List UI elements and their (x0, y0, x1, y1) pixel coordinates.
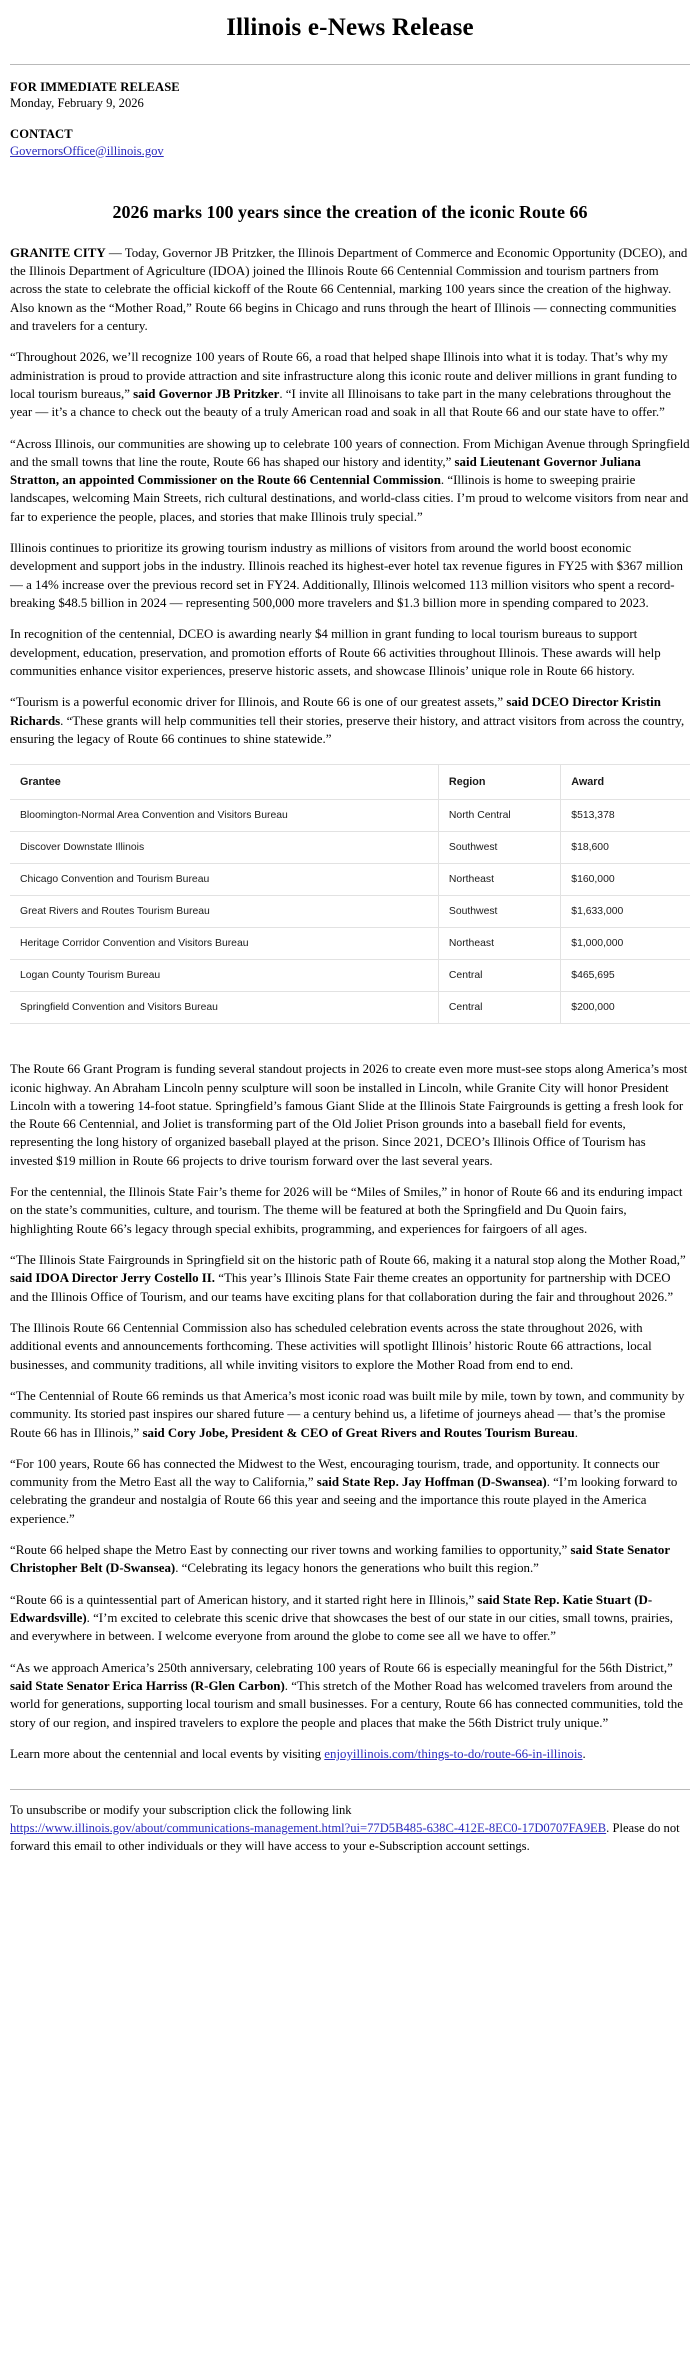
cell-award: $465,695 (561, 960, 690, 992)
immediate-release-label: FOR IMMEDIATE RELEASE (10, 79, 180, 94)
attribution-richards: said DCEO Director Kristin Richards (10, 695, 661, 728)
paragraph-learn-more (10, 1745, 690, 1763)
release-info-block (10, 79, 690, 112)
quote-text-part: . “I invite all Illinoisans to take part in the many celebrations throughout the year — it’s a chance to check out the beauty of a truly American road and soak in all that Route 66 and our state have to offer.” (10, 386, 671, 420)
unsubscribe-link[interactable]: https://www.illinois.gov/about/communications-management.html?ui=77D5B485-638C-412E-8EC0-17D0707FA9EB (10, 1821, 607, 1836)
unsubscribe-note: . Please do not forward this email to other individuals or they will have access to your e-Subscription account settings. (10, 1821, 680, 1853)
table-row (10, 992, 690, 1024)
quote-text-part: . “These grants will help communities tell their stories, preserve their history, and attract visitors from across the country, ensuring the legacy of Route 66 continues to shine statewide.” (10, 713, 685, 746)
attribution-pritzker: said Governor JB Pritzker (133, 386, 280, 401)
attribution-belt: said State Senator Christopher Belt (D-Swansea) (10, 1543, 670, 1576)
table-row (10, 896, 690, 928)
paragraph-tourism-stats: Illinois continues to prioritize its growing tourism industry as millions of visitors from around the world boost economic development and support jobs in the industry. Illinois reached its highest-ever hotel tax revenue figures in FY25 with $367 million — a 14% increase over the previous record set in FY24. Additionally, Illinois welcomed 113 million visitors who spent a record-breaking $48.5 billion in 2024 — representing 500,000 more travelers and $1.3 billion more in spending compared to 2023. (10, 541, 683, 610)
paragraph-harriss-quote (10, 1659, 690, 1732)
paragraph-belt-quote (10, 1541, 690, 1578)
paragraph-state-fair-theme: For the centennial, the Illinois State Fair’s theme for 2026 will be “Miles of Smiles,” in honor of Route 66 and its enduring impact on the state’s communities, culture, and tourism. The theme will be featured at both the Springfield and Du Quoin fairs, highlighting Route 66’s legacy through special exhibits, programming, and experiences for fairgoers of all ages. (10, 1185, 683, 1236)
enjoy-illinois-link[interactable]: enjoyillinois.com/things-to-do/route-66-in-illinois (324, 1746, 583, 1761)
cell-region: Central (438, 960, 560, 992)
quote-text-part: “The Centennial of Route 66 reminds us that America’s most iconic road was built mile by mile, town by town, and community by community. Its storied past inspires our shared future — a century behind us, a lifetime of journeys ahead — that’s the promise Route 66 has in Illinois,” (10, 1388, 685, 1440)
table-row (10, 800, 690, 832)
cell-grantee: Bloomington-Normal Area Convention and Visitors Bureau (10, 800, 438, 832)
quote-text-part: . “Celebrating its legacy honors the generations who built this region.” (175, 1561, 539, 1576)
cell-region: Southwest (438, 896, 560, 928)
page-title: Illinois e-News Release (226, 14, 474, 41)
cell-region: Central (438, 992, 560, 1024)
attribution-jobe: said Cory Jobe, President & CEO of Great Rivers and Routes Tourism Bureau (142, 1425, 575, 1440)
quote-text-part: . (574, 1425, 578, 1440)
quote-text-part: . “Illinois is home to sweeping prairie landscapes, welcoming Main Streets, rich cultural destinations, and world-class cities. I’m proud to welcome visitors from near and far to experience the people, places, and stories that make Illinois truly special.” (10, 473, 689, 524)
attribution-hoffman: said State Rep. Jay Hoffman (D-Swansea) (316, 1475, 547, 1490)
quote-text-part: “This year’s Illinois State Fair theme creates an opportunity for partnership with DCEO and the Illinois Office of Tourism, and our teams have exciting plans for that collaboration during the fair and throughout 2026.” (10, 1271, 674, 1304)
unsubscribe-intro: To unsubscribe or modify your subscription click the following link (10, 1803, 352, 1818)
quote-text-part: “Across Illinois, our communities are showing up to celebrate 100 years of connection. From Michigan Avenue through Springfield and the small towns that line the route, Route 66 has shaped our history and identity,” (10, 436, 690, 469)
table-row (10, 832, 690, 864)
attribution-costello: said IDOA Director Jerry Costello II. (10, 1271, 216, 1286)
header-divider (10, 64, 690, 65)
cell-region: Northeast (438, 864, 560, 896)
cell-grantee: Logan County Tourism Bureau (10, 960, 438, 992)
quote-text-part: “For 100 years, Route 66 has connected the Midwest to the West, encouraging tourism, trade, and opportunity. It connects our community from the Metro East all the way to California,” (10, 1456, 660, 1490)
paragraph-jobe-quote (10, 1387, 690, 1442)
cell-award: $1,633,000 (561, 896, 690, 928)
paragraph-centennial-events: The Illinois Route 66 Centennial Commission also has scheduled celebration events across the state throughout 2026, with additional events and announcements forthcoming. These activities will spotlight Illinois’ historic Route 66 attractions, local businesses, and community traditions, all while inviting visitors to explore the Mother Road from end to end. (10, 1320, 652, 1372)
cell-award: $160,000 (561, 864, 690, 896)
paragraph-hoffman-quote (10, 1455, 690, 1528)
attribution-harriss: said State Senator Erica Harriss (R-Glen Carbon) (10, 1678, 285, 1693)
contact-label: CONTACT (10, 126, 73, 141)
table-spacer (10, 1034, 690, 1060)
column-header-grantee: Grantee (10, 765, 438, 800)
paragraph-pritzker-quote (10, 348, 690, 421)
headline: 2026 marks 100 years since the creation of the iconic Route 66 (112, 202, 588, 223)
cell-grantee: Heritage Corridor Convention and Visitors Bureau (10, 928, 438, 960)
grants-table-wrapper (10, 764, 690, 1024)
quote-text-part: “The Illinois State Fairgrounds in Springfield sit on the historic path of Route 66, making it a natural stop along the Mother Road,” (10, 1253, 686, 1267)
dateline-body: — Today, Governor JB Pritzker, the Illinois Department of Commerce and Economic Opportunity (DCEO), and the Illinois Department of Agriculture (IDOA) joined the Illinois Route 66 Centennial Commission and tourism partners from across the state to celebrate the official kickoff of the Route 66 Centennial, marking 100 years since the creation of the highway. Also known as the “Mother Road,” Route 66 begins in Chicago and runs through the heart of Illinois — connecting communities and travelers for a century. (10, 245, 688, 333)
cell-award: $18,600 (561, 832, 690, 864)
table-header-row (10, 765, 690, 800)
cell-region: North Central (438, 800, 560, 832)
release-date: Monday, February 9, 2026 (10, 96, 144, 111)
cell-award: $200,000 (561, 992, 690, 1024)
quote-text-part: . “This stretch of the Mother Road has welcomed travelers from around the world for generations, supporting local tourism and small businesses. For a century, Route 66 has connected communities, told the story of our region, and inspired travelers to explore the people and places that make the 56th District truly unique.” (10, 1678, 683, 1730)
table-row (10, 960, 690, 992)
dateline-city: GRANITE CITY (10, 245, 106, 260)
cell-grantee: Great Rivers and Routes Tourism Bureau (10, 896, 438, 928)
learn-more-period: . (582, 1746, 586, 1761)
paragraph-costello-quote (10, 1251, 690, 1306)
quote-text-part: “Route 66 helped shape the Metro East by connecting our river towns and working families to opportunity,” (10, 1543, 571, 1558)
grants-table (10, 764, 690, 1024)
contact-block (10, 126, 690, 159)
table-row (10, 928, 690, 960)
table-row (10, 864, 690, 896)
quote-text-part: “Throughout 2026, we’ll recognize 100 years of Route 66, a road that helped shape Illinois into what it is today. That’s why my administration is proud to provide attraction and site infrastructure along this iconic route and deliver millions in grant funding to local tourism bureaus,” (10, 350, 677, 401)
learn-more-text: Learn more about the centennial and local events by visiting (10, 1746, 325, 1761)
quote-text-part: “Route 66 is a quintessential part of American history, and it started right here in Illinois,” (10, 1592, 478, 1607)
footer-block (10, 1802, 690, 1856)
cell-region: Southwest (438, 832, 560, 864)
quote-text-part: . “I’m looking forward to celebrating the grandeur and nostalgia of Route 66 this year and seeing and the importance this route played in the America experience.” (10, 1475, 678, 1526)
attribution-stuart: said State Rep. Katie Stuart (D-Edwardsville) (10, 1592, 653, 1625)
cell-grantee: Chicago Convention and Tourism Bureau (10, 864, 438, 896)
quote-text-part: “Tourism is a powerful economic driver for Illinois, and Route 66 is one of our greatest assets,” (10, 695, 507, 710)
cell-grantee: Springfield Convention and Visitors Bureau (10, 992, 438, 1024)
paragraph-dateline (10, 244, 690, 336)
paragraph-grant-funding: In recognition of the centennial, DCEO is awarding nearly $4 million in grant funding to local tourism bureaus to support development, education, preservation, and promotion efforts of Route 66 activities throughout Illinois. These awards will help communities enhance visitor experiences, preserve historic assets, and showcase Illinois’ unique role in Route 66 history. (10, 627, 661, 678)
cell-grantee: Discover Downstate Illinois (10, 832, 438, 864)
paragraph-stratton-quote (10, 435, 690, 527)
column-header-region: Region (438, 765, 560, 800)
grants-table-body (10, 800, 690, 1024)
footer-divider (10, 1789, 690, 1790)
paragraph-grant-projects: The Route 66 Grant Program is funding several standout projects in 2026 to create even more must-see stops along America’s most iconic highway. An Abraham Lincoln penny sculpture will soon be installed in Lincoln, while Granite City will honor President Lincoln with a towering 14-foot statue. Springfield’s famous Giant Slide at the Illinois State Fairgrounds is getting a fresh look for the Route 66 Centennial, and Joliet is transforming part of the Old Joliet Prison grounds into a baseball field for events, representing the long history of organized baseball played at the prison. Since 2021, DCEO’s Illinois Office of Tourism has invested $19 million in Route 66 projects to drive tourism forward over the last several years. (10, 1062, 688, 1168)
quote-text-part: “As we approach America’s 250th anniversary, celebrating 100 years of Route 66 is especially meaningful for the 56th District,” (10, 1660, 673, 1675)
cell-award: $1,000,000 (561, 928, 690, 960)
quote-text-part: . “I’m excited to celebrate this scenic drive that showcases the best of our state in our cities, small towns, prairies, and everywhere in between. I welcome everyone from around the globe to come see all we have to offer.” (10, 1611, 673, 1644)
contact-email-link[interactable]: GovernorsOffice@illinois.gov (10, 143, 164, 158)
paragraph-stuart-quote (10, 1591, 690, 1646)
column-header-award: Award (561, 765, 690, 800)
cell-award: $513,378 (561, 800, 690, 832)
cell-region: Northeast (438, 928, 560, 960)
paragraph-richards-quote (10, 693, 690, 748)
attribution-stratton: said Lieutenant Governor Juliana Stratton, an appointed Commissioner on the Route 66 Centennial Commission (10, 454, 641, 488)
